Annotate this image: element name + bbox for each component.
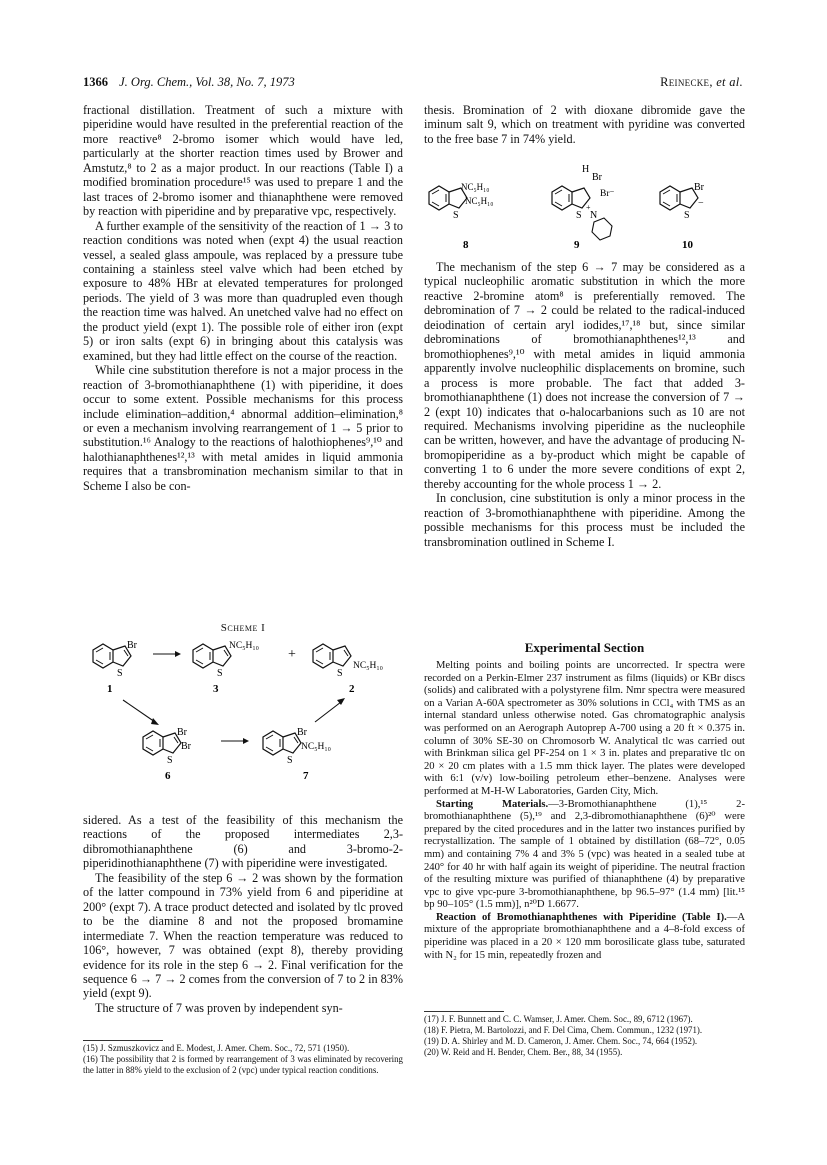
compound-7	[263, 727, 331, 782]
paragraph: The mechanism of the step 6 → 7 may be considered as a typical nucleophilic aromatic substitution in which the more reactive 2-bromine atom⁸ is preferentially removed. The debromination of 7 → 2 could be related to the radical-induced deiodination of certain aryl iodides,¹⁷,¹⁸ but, since similar debrominations of bromothianaphthenes¹²,¹³ and bromothiophenes⁹,¹⁰ with metal amides in liquid ammonia apparently involve nucleophilic displacements on bromine, such a process is more probable. The fact that added 3-bromothianaphthene (1) does not increase the conversion of 7 → 2 (expt 10) indicates that o-halocarbanions such as 10 are not required. Mechanisms involving piperidine as the nucleophile can be written, however, and have the advantage of producing N-bromopiperidine as a by-product which might be capable of converting 1 to 6 under the more severe conditions of expt 2, thereby accounting for the whole process 1 → 2.	[424, 260, 745, 491]
paragraph: The feasibility of the step 6 → 2 was shown by the formation of the latter compound in 73% yield from 6 and piperidine at 200° (expt 7). A trace product detected and isolated by tlc proved to be the diamine 8 and not the proposed bromamine intermediate 7. When the reaction temperature was reduced to 106°, however, 7 was obtained (expt 8), thereby providing evidence for its role in the step 6 → 2. Final verification for the sequence 6 → 7 → 2 comes from the conversion of 7 to 2 in 83% yield (expt 9).	[83, 870, 403, 1001]
experimental-text	[424, 660, 745, 962]
compound-label: 7	[303, 770, 309, 782]
run-in-head: Reaction of Bromothianaphthenes with Piperidine (Table I).	[436, 911, 727, 923]
compound-10	[660, 182, 705, 251]
br-substituent: Br	[694, 182, 704, 193]
compound-label: 10	[682, 239, 693, 251]
paragraph: The structure of 7 was proven by independent syn-	[95, 1000, 343, 1015]
br-substituent: Br	[177, 727, 187, 738]
structures-drawing	[424, 160, 745, 260]
ring-s: S	[684, 210, 690, 221]
running-header-left	[83, 75, 295, 90]
ring-s: S	[117, 668, 123, 679]
ring-s: S	[287, 755, 293, 766]
left-column-upper	[83, 103, 403, 493]
piperidino-substituent: NC₅H₁₀	[461, 182, 490, 192]
paragraph-body: —A mixture of the appropriate bromothianaphthene and a 4–8-fold excess of piperidine was placed in a 20 × 120 mm borosilicate glass tube, saturated with N₂ for 15 min, repeatedly frozen and	[424, 911, 745, 961]
ring-s: S	[337, 668, 343, 679]
paragraph: fractional distillation. Treatment of such a mixture with piperidine would have resulted in the preferential reaction of the more reactive⁸ 2-bromo isomer which would have led, particularly at the shorter reaction times used by Brower and Amstutz,⁸ to 2 as a major product. In our reactions (Table I) a modified bromination procedure¹⁵ was used to prepare 1 and the last traces of 2-bromo isomer and thianaphthene were removed by reaction with piperidine and by preparative vpc, respectively.	[83, 103, 403, 219]
compound-8	[429, 182, 493, 251]
nitrogen: N	[590, 210, 598, 221]
page-number: 1366	[83, 75, 108, 89]
right-column-mid	[424, 260, 745, 549]
minus-charge: −	[698, 198, 704, 209]
compound-3	[193, 641, 259, 695]
structures-8-9-10	[424, 160, 745, 260]
compound-9	[552, 164, 615, 251]
br-substituent: Br	[592, 172, 602, 183]
paragraph	[424, 912, 745, 962]
compound-label: 1	[107, 683, 113, 695]
h-atom: H	[582, 164, 590, 175]
compound-label: 2	[349, 683, 355, 695]
compound-6	[143, 727, 192, 782]
footnote-rule	[83, 1040, 163, 1041]
section-title: Experimental Section	[524, 640, 645, 655]
ring-s: S	[453, 210, 459, 221]
piperidino-substituent: NC₅H₁₀	[301, 742, 331, 752]
footnote-rule	[424, 1011, 504, 1012]
author-name: Reinecke,	[660, 75, 713, 89]
compound-label: 3	[213, 683, 219, 695]
compound-2	[313, 644, 383, 695]
paragraph: In conclusion, cine substitution is only a minor process in the reaction of 3-bromothianaphthene with piperidine. Among the possible mechanisms for this process must be included the transbromination outlined in Scheme I.	[424, 491, 745, 549]
piperidino-substituent: NC₅H₁₀	[465, 196, 494, 206]
paragraph-body: —3-Bromothianaphthene (1),¹⁵ 2-bromothianaphthene (5),¹⁹ and 2,3-dibromothianaphthene (6)²⁰ were prepared by the cited procedures and in the latter two instances purified by recrystallization. The sample of 1 obtained by distillation (68–72°, 0.05 mm) and containing 7% 4 and 3% 5 (vpc) was heated in a sealed tube at 240° for 40 hr with half again its weight of piperidine. The neutral fraction of the resulting mixture was purified of thianaphthene (4) by preparative vpc to give vpc-pure 3-bromothianaphthene, bp 96.5–97° (1.4 mm) [lit.¹⁵ bp 90–105° (1.5 mm)], n²⁰D 1.6677.	[424, 798, 745, 911]
br-substituent: Br	[297, 727, 307, 738]
compound-label: 6	[165, 770, 171, 782]
et-al: et al.	[716, 75, 743, 89]
bromide-anion: Br⁻	[600, 189, 615, 199]
footnote: (17) J. F. Bunnett and C. C. Wamser, J. Amer. Chem. Soc., 89, 6712 (1967).	[424, 1014, 693, 1024]
paragraph	[424, 799, 745, 912]
paragraph: thesis. Bromination of 2 with dioxane dibromide gave the iminum salt 9, which on treatment with pyridine was converted to the free base 7 in 74% yield.	[424, 103, 745, 146]
br-substituent: Br	[127, 640, 137, 651]
paragraph: sidered. As a test of the feasibility of this mechanism the reactions of the proposed intermediates 2,3-dibromothianaphthene (6) and 3-bromo-2-piperidinothianaphthene (7) with piperidine were investigated.	[83, 813, 403, 871]
plus-sign: +	[288, 647, 296, 662]
right-column-upper	[424, 103, 745, 146]
journal-citation: J. Org. Chem., Vol. 38, No. 7, 1973	[119, 75, 295, 89]
paragraph: Melting points and boiling points are uncorrected. Ir spectra were recorded on a Perkin-Elmer 237 instrument as films (liquids) or KBr discs (solids) and calibrated with a polystyrene film. Nmr spectra were measured on a Varian A-60A spectrometer as 30% solutions in CCl₄ with TMS as an internal standard unless otherwise noted. Gas chromatographic analysis was performed on an Aerograph Autoprep A-700 using a 20 ft × 0.375 in. column of 30% SE-30 on Chromosorb W. Analytical tlc was carried out with Brinkman silica gel PF-254 on 1 × 3 in. plates and preparative tlc on 20 × 20 cm plates with a 1.5 mm thick layer. The plates were developed with 6:1 (v/v) low-boiling petroleum ether–benzene. Analyses were performed at M-H-W Laboratories, Garden City, Mich.	[424, 660, 745, 797]
running-header-right	[660, 75, 743, 90]
piperidino-substituent: NC₅H₁₀	[353, 661, 383, 671]
scheme-title: Scheme I	[220, 622, 266, 634]
compound-label: 8	[463, 239, 469, 251]
footnote: (20) W. Reid and H. Bender, Chem. Ber., 88, 34 (1955).	[424, 1047, 623, 1058]
piperidino-substituent: NC₅H₁₀	[229, 641, 259, 651]
run-in-head: Starting Materials.	[436, 798, 549, 810]
paragraph: A further example of the sensitivity of the reaction of 1 → 3 to reaction conditions was noted when (expt 4) the usual reaction vessel, a sealed glass ampoule, was replaced by a pressure tube containing a stainless steel valve which had been etched by exposure to 48% HBr at elevated temperatures for prolonged periods. The yield of 3 was more than quadrupled even though the reaction time was halved. An unetched valve had no effect on the product yield (expt 1). The possible role of either iron (expt 5) or iron salts (expt 6) in bringing about this catalysis was examined, but they had little effect on the course of the reaction.	[83, 218, 403, 363]
paragraph: While cine substitution therefore is not a major process in the reaction of 3-bromothianaphthene (1) with piperidine, it does occur to some extent. Possible mechanisms for this process include elimination–addition,⁴ abnormal addition–elimination,⁸ or even a mechanism involving rearrangement of 1 → 5 prior to substitution.¹⁶ Analogy to the reactions of halothiophenes⁹,¹⁰ and halothianaphthenes¹²,¹³ with metal amides in liquid ammonia requires that a transbromination mechanism similar to that in Scheme I also be con-	[83, 363, 403, 493]
ring-s: S	[167, 755, 173, 766]
footnote: (16) The possibility that 2 is formed by rearrangement of 3 was eliminated by recovering the latter in 88% yield to the exclusion of 2 (vpc) under typical reaction conditions.	[83, 1054, 403, 1076]
compound-label: 9	[574, 239, 580, 251]
plus-charge: +	[586, 203, 591, 212]
footnotes-left	[83, 1043, 403, 1076]
ring-s: S	[576, 210, 582, 221]
footnotes-right	[424, 1014, 745, 1058]
footnote: (18) F. Pietra, M. Bartolozzi, and F. Del Cima, Chem. Commun., 1232 (1971).	[424, 1025, 703, 1036]
footnote: (15) J. Szmuszkovicz and E. Modest, J. Amer. Chem. Soc., 72, 571 (1950).	[83, 1043, 350, 1053]
ring-s: S	[217, 668, 223, 679]
compound-1	[93, 640, 138, 695]
left-column-lower	[83, 813, 403, 1015]
footnote: (19) D. A. Shirley and M. D. Cameron, J. Amer. Chem. Soc., 74, 664 (1952).	[424, 1036, 698, 1047]
br-substituent: Br	[181, 741, 191, 752]
